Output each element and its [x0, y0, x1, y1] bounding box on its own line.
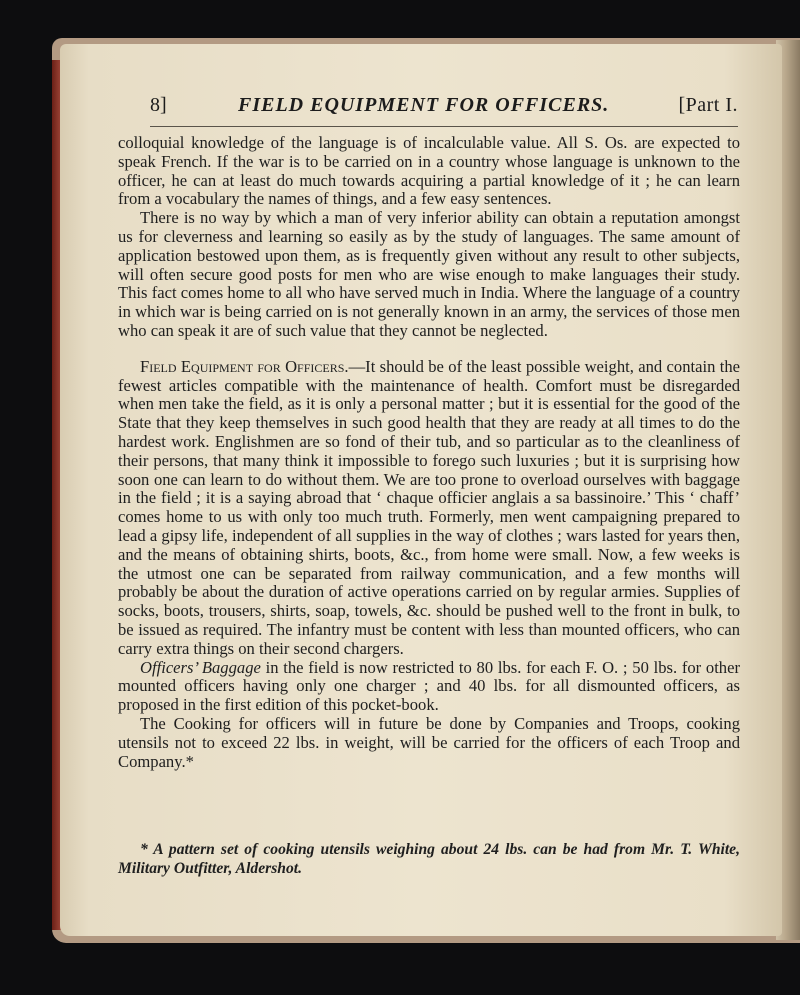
paragraph: colloquial knowledge of the language is of incalculable value. All S. Os. are expected to speak French. If the war is to be carried on in a country whose language is unknown to the officer, he can at least do much towards acquiring a partial knowledge of it ; he can learn from a vocabulary the names of things, and a few easy sentences. [118, 133, 740, 209]
paragraph [118, 358, 740, 659]
part-label: [Part I. [678, 94, 738, 116]
body-text [118, 134, 740, 771]
section-heading: Field Equipment for Officers. [140, 356, 349, 376]
paragraph: There is no way by which a man of very inferior ability can obtain a reputation amongst us for cleverness and learning so easily as by the study of languages. The same amount of application bestowed upon them, as is frequently given without any result to other subjects, will often secure good posts for men who are wise enough to make languages their study. This fact comes home to all who have served much in India. Where the language of a country in which war is being carried on is not generally known in an army, the services of those men who can speak it are of such value that they cannot be neglected. [118, 208, 740, 340]
running-header [150, 92, 738, 122]
paragraph [118, 659, 740, 715]
header-rule [150, 126, 738, 127]
paragraph: The Cooking for officers will in future be done by Companies and Troops, cooking utensils not to exceed 22 lbs. in weight, will be carried for the officers of each Troop and Company.* [118, 713, 740, 771]
paragraph-text: —It should be of the least possible weight, and contain the fewest articles compatible with the maintenance of health. Comfort must be disregarded when men take the field, as it is only a personal matter ; but it is essential for the good of the State that they keep themselves in such good health that they are ready at all times to do the hardest work. Englishmen are so fond of their tub, and so particular as to the cleanliness of their persons, that many think it impossible to forego such luxuries ; but it is surprising how soon one can learn to do without them. We are too prone to overload ourselves with baggage in the field ; it is a saying abroad that ‘ chaque officier anglais a sa bassinoire.’ This ‘ chaff’ comes home to us with only too much truth. Formerly, men went campaigning prepared to lead a gipsy life, independent of all supplies in the way of clothes ; wars lasted for years then, and the means of obtaining shirts, boots, &c., from home were small. Now, a few weeks is the utmost one can be separated from railway communication, and a few months will probably be about the duration of active operations carried on by regular armies. Supplies of socks, boots, trousers, shirts, soap, towels, &c. should be pushed well to the front in bulk, to be issued as required. The infantry must be content with less than mounted officers, who can carry extra things on their second chargers. [118, 356, 740, 658]
italic-lead: Officers’ Baggage [140, 657, 261, 677]
page-number: 8] [150, 94, 167, 116]
paragraph-text: in the field is now restricted to 80 lbs. for each F. O. ; 50 lbs. for other mounted officers having only one charger ; and 40 lbs. for all dismounted officers, as proposed in the first edition of this pocket-book. [118, 657, 740, 715]
running-title: FIELD EQUIPMENT FOR OFFICERS. [238, 94, 610, 116]
footnote: * A pattern set of cooking utensils weighing about 24 lbs. can be had from Mr. T. White, Military Outfitter, Aldershot. [118, 841, 740, 877]
